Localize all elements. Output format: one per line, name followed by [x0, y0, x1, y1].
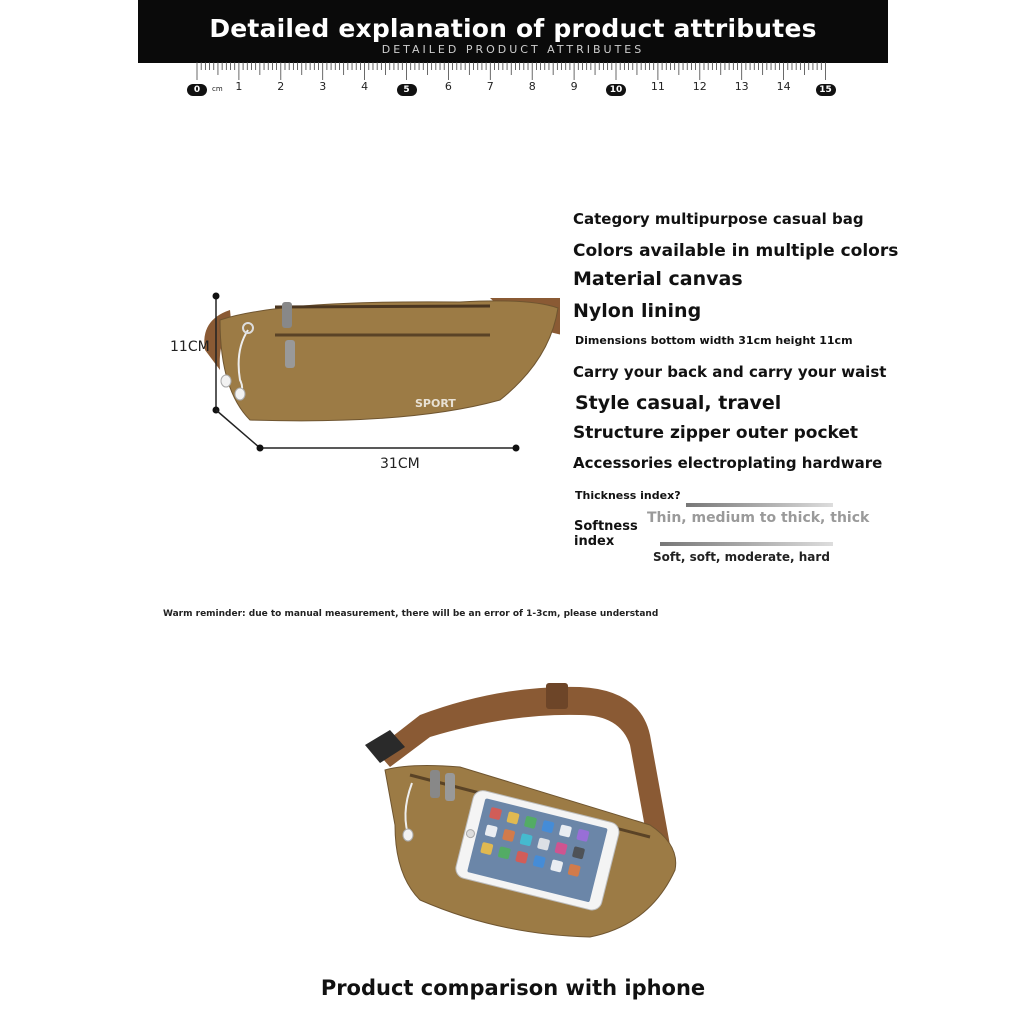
width-dot-left	[257, 445, 264, 452]
ruler-label-5: 5	[397, 84, 417, 96]
ruler-label-12: 12	[692, 80, 707, 93]
ruler-label-9: 9	[570, 80, 578, 93]
ruler-label-3: 3	[319, 80, 327, 93]
width-dot-right	[513, 445, 520, 452]
zipper-top	[275, 306, 490, 307]
measurement-reminder: Warm reminder: due to manual measurement, there will be an error of 1-3cm, please understand	[163, 609, 659, 619]
softness-label-line2: index	[574, 534, 615, 549]
attr-category: Category multipurpose casual bag	[573, 210, 864, 228]
softness-label-line1: Softness	[574, 519, 638, 534]
thickness-index-label: Thickness index?	[575, 489, 681, 502]
ruler-label-15: 15	[816, 84, 836, 96]
attr-style: Style casual, travel	[575, 392, 782, 414]
softness-scale-bar	[660, 542, 833, 546]
ruler-label-0: 0	[187, 84, 207, 96]
ruler-label-4: 4	[361, 80, 369, 93]
ruler-label-6: 6	[444, 80, 452, 93]
bag-dimension-diagram	[160, 280, 560, 480]
height-dot-top	[213, 293, 220, 300]
zipper-pull-2	[285, 340, 295, 368]
attr-dimensions: Dimensions bottom width 31cm height 11cm	[575, 334, 853, 347]
ruler-label-10: 10	[606, 84, 626, 96]
bag-photo-zipper-pull-1	[430, 770, 440, 798]
earbud-right	[235, 388, 245, 400]
thickness-scale-text: Thin, medium to thick, thick	[647, 510, 870, 526]
softness-index-label	[574, 519, 638, 549]
attr-colors: Colors available in multiple colors	[573, 241, 899, 261]
height-dimension-label: 11CM	[170, 339, 210, 355]
bag-with-iphone-photo	[350, 675, 690, 945]
ruler-label-13: 13	[734, 80, 749, 93]
ruler-label-7: 7	[486, 80, 494, 93]
bag-photo-zipper-pull-2	[445, 773, 455, 801]
thickness-scale-bar	[686, 503, 833, 507]
zipper-pull-1	[282, 302, 292, 328]
earbud-left	[221, 375, 231, 387]
page-title: Detailed explanation of product attributes	[209, 14, 817, 43]
ruler-label-1: 1	[235, 80, 243, 93]
attr-carry: Carry your back and carry your waist	[573, 363, 887, 381]
ruler-label-14: 14	[776, 80, 791, 93]
strap-adjuster	[546, 683, 568, 709]
page-subtitle: DETAILED PRODUCT ATTRIBUTES	[381, 43, 645, 56]
comparison-caption: Product comparison with iphone	[320, 976, 706, 1000]
attr-material: Material canvas	[573, 268, 743, 290]
ruler-label-2: 2	[277, 80, 285, 93]
attr-lining: Nylon lining	[573, 300, 702, 322]
ruler-unit-label: cm	[212, 85, 223, 93]
attr-structure: Structure zipper outer pocket	[573, 423, 859, 443]
softness-scale-text: Soft, soft, moderate, hard	[653, 550, 830, 564]
ruler-label-8: 8	[528, 80, 536, 93]
bag-body	[220, 301, 558, 421]
page-header	[138, 0, 888, 63]
bag-photo-earbud	[403, 829, 413, 841]
attr-accessories: Accessories electroplating hardware	[573, 454, 883, 472]
ruler-label-11: 11	[650, 80, 665, 93]
width-dimension-label: 31CM	[380, 456, 420, 472]
sport-logo: SPORT	[415, 397, 456, 410]
